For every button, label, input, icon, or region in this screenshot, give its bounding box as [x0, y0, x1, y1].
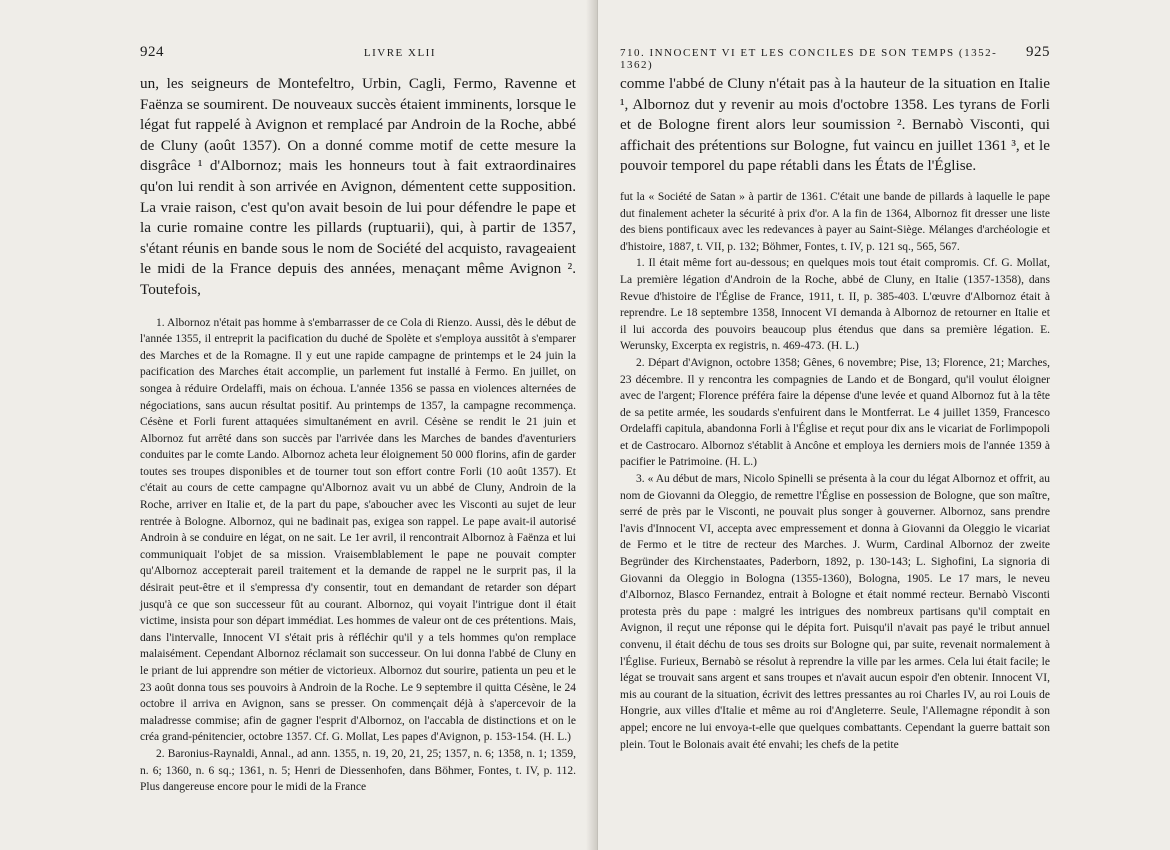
footnote: 1. Il était même fort au-dessous; en quelques mois tout était compromis. Cf. G. Mollat, La première légation d'Androin de la Roche, abbé de Cluny, en Italie (1357-1358), dans Revue d'histoire de l'Église de France, 1911, t. II, p. 385-403. L'œuvre d'Albornoz était à reprendre. Le 18 septembre 1358, Innocent VI demanda à Albornoz de retourner en Italie et il lui accorda des pouvoirs beaucoup plus étendus que dans sa première légation. E. Werunsky, Excerpta ex registris, n. 469-473. (H. L.): [620, 257, 1050, 353]
right-footnotes: [620, 189, 1050, 753]
left-footnotes: [140, 315, 576, 796]
footnote-continuation: fut la « Société de Satan » à partir de 1361. C'était une bande de pillards à laquelle le pape dut finalement acheter la sécurité à prix d'or. A la fin de 1364, Albornoz fit dresser une liste des biens pontificaux avec les redevances à payer au Saint-Siège. Mélanges d'archéologie et d'histoire, 1887, t. VII, p. 132; Böhmer, Fontes, t. IV, p. 121 sq., 565, 567.: [620, 190, 1050, 253]
left-running-head: [140, 44, 576, 66]
right-page: [598, 0, 1170, 850]
left-page-number: 924: [140, 44, 164, 60]
left-running-title: LIVRE XLII: [363, 47, 436, 59]
right-body-text: comme l'abbé de Cluny n'était pas à la hauteur de la situation en Italie ¹, Albornoz dut y revenir au mois d'octobre 1358. Les tyrans de Forli et de Bologne firent alors leur soumission ². Bernabò Visconti, qui affichait des prétentions sur Bologne, fut vaincu en juillet 1361 ³, et le pouvoir temporel du pape rétabli dans les États de l'Église.: [620, 75, 1050, 175]
footnote: 3. « Au début de mars, Nicolo Spinelli se présenta à la cour du légat Albornoz et offrit, au nom de Giovanni da Oleggio, de remettre l'Église en possession de Bologne, que son maître, serré de près par le Visconti, ne pouvait plus songer à gouverner. Albornoz, sans prendre l'avis d'Innocent VI, accepta avec empressement et donna à Giovanni da Oleggio le vicariat de Fermo et le titre de recteur des Marches. J. Wurm, Cardinal Albornoz der zweite Begründer des Kirchenstaates, Paderborn, 1892, p. 130-143; L. Sighofini, La signoria di Giovanni da Oleggio in Bologna (1355-1360), Bologna, 1905. Le 17 mars, le neveu d'Albornoz, Blasco Fernandez, entrait à Bologne et était nommé recteur. Bernabò Visconti protesta près du pape : malgré les intrigues des nombreux partisans qu'il comptait en Avignon, il reçut une réponse qui le dépita fort. Puisqu'il n'avait pas payé le tribut annuel convenu, il était déchu de tous ses droits sur Bologne qui, par suite, revenait normalement à l'Église. Furieux, Bernabò se résolut à reprendre la ville par les armes. Cela lui était facile; le légat se trouvait sans argent et sans troupes et n'avait aucun espoir d'en obtenir. Innocent VI, mis au courant de la situation, écrivit des lettres pressantes au roi Charles IV, au roi Louis de Hongrie, aux villes d'Italie et même au roi d'Angleterre. Seule, l'Allemagne répondit à son appel; encore ne lui envoya-t-elle que quelques combattants. Cependant la guerre battait son plein. Tout le Bolonais avait été envahi; les chefs de la petite: [620, 473, 1050, 751]
footnote: 2. Baronius-Raynaldi, Annal., ad ann. 1355, n. 19, 20, 21, 25; 1357, n. 6; 1358, n. 1; 1359, n. 6; 1360, n. 6 sq.; 1361, n. 5; Henri de Diessenhofen, dans Böhmer, Fontes, t. IV, p. 112. Plus dangereuse encore pour le midi de la France: [140, 747, 576, 794]
right-running-head: [620, 44, 1050, 71]
footnote: 2. Départ d'Avignon, octobre 1358; Gênes, 6 novembre; Pise, 13; Florence, 21; Marches, 23 décembre. Il y rencontra les compagnies de Lando et de Bongard, qu'il voulut éloigner avec de l'argent; Florence préféra faire la dépense d'une levée et quand Albornoz fut à la tête de sa petite armée, les soudards s'enfuirent dans le Montferrat. Le 4 juillet 1359, Francesco Ordelaffi capitula, abandonna Forli à l'Église et reçut pour dix ans le vicariat de Forlimpopoli et de Castrocaro. Albornoz s'établit à Ancône et employa les derniers mois de l'année 1359 à pacifier le Patrimoine. (H. L.): [620, 356, 1050, 469]
footnote: 1. Albornoz n'était pas homme à s'embarrasser de ce Cola di Rienzo. Aussi, dès le début de l'année 1355, il entreprit la pacification du duché de Spolète et s'employa aussitôt à s'emparer des Marches et de la Romagne. Il y eut une rapide campagne de printemps et le 24 juin la pacification des Marches était accomplie, un parlement fut installé à Fermo. En juillet, on songea à réduire Ordelaffi, mais on échoua. L'année 1356 se passa en violences alternées de négociations, sans aucun résultat positif. Au printemps de 1357, la campagne recommença. Césène et Forli furent attaquées simultanément en avril. Césène se rendit le 21 juin et Albornoz fut arrêté dans son succès par l'arrivée dans les Marches de bandes d'aventuriers conduites par le comte Lando. Albornoz acheta leur éloignement 50 000 florins, afin de garder toutes ses troupes disponibles et de tourner tout son effort contre Forli (10 août 1357). Et c'était au cours de cette campagne qu'Albornoz avait vu un abbé de Cluny, Androin de la Roche, arriver en Italie et, de la part du pape, s'aboucher avec les Visconti au sujet de leur rentrée à Bologne. Albornoz, qui ne badinait pas, exigea son rappel. Le pape avait-il autorisé Androin à se conduire en légat, on ne sait. Le 1er avril, il rencontrait Albornoz à Faënza et lui communiquait l'objet de sa mission. Vraisemblablement le pape ne pouvait compter qu'Albornoz accepterait pareil traitement et la demande de rappel ne le surprit pas, il la désirait peut-être et il s'empressa d'y consentir, tout en demandant de retarder son départ jusqu'à ce que son successeur fût au courant. Albornoz, qui voyait l'intrigue dont il était victime, insista pour son départ immédiat. Les hommes de valeur ont de ces prétentions. Mais, dans l'intervalle, Innocent VI s'était pris à réfléchir qu'il y a tels hommes qu'on remplace malaisément. Cependant Albornoz réclamait son successeur. On lui donna l'abbé de Cluny en le priant de lui apprendre son métier de victorieux. Albornoz dut sourire, patienta un peu et le 23 août donna tous ses pouvoirs à Androin de la Roche. Le 9 septembre il quitta Césène, le 24 octobre il arriva en Avignon, sans se presser. On commençait déjà à s'apercevoir de la maladresse commise; afin de gagner l'esprit d'Albornoz, on l'accabla de distinctions et on le créa grand-pénitencier, octobre 1357. Cf. G. Mollat, Les papes d'Avignon, p. 153-154. (H. L.): [140, 316, 576, 744]
left-body-text: un, les seigneurs de Montefeltro, Urbin, Cagli, Fermo, Ravenne et Faënza se soumirent. De nouveaux succès étaient imminents, lorsque le légat fut rappelé à Avignon et remplacé par Androin de la Roche, abbé de Cluny (août 1357). On a donné comme motif de cette mesure la disgrâce ¹ d'Albornoz; mais les honneurs tout à fait extraordinaires qu'on lui rendit à son arrivée en Avignon, démentent cette supposition. La vraie raison, c'est qu'on avait besoin de lui pour défendre le pape et la curie romaine contre les pillards (ruptuarii), qui, à partir de 1357, s'étant réunis en bande sous le nom de Société del acquisto, ravageaient le midi de la France depuis des années, menaçant même Avignon ². Toutefois,: [140, 75, 576, 298]
right-running-title: 710. INNOCENT VI ET LES CONCILES DE SON TEMPS (1352-1362): [620, 47, 998, 71]
right-page-number: 925: [1026, 44, 1050, 60]
